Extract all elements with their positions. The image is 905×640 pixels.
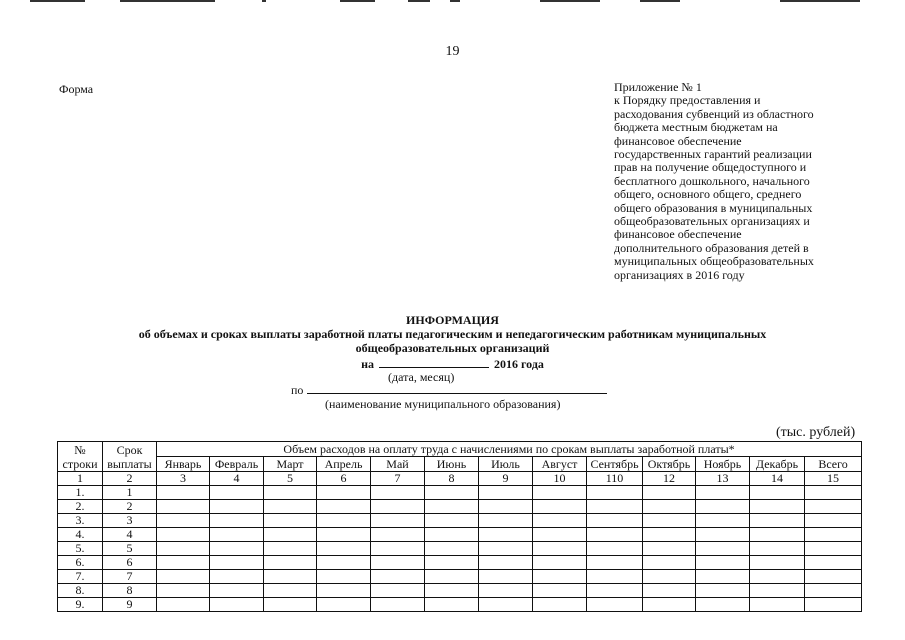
payment-term-cell: 6 bbox=[103, 556, 157, 570]
table-row bbox=[58, 542, 862, 556]
units-label: (тыс. рублей) bbox=[776, 425, 856, 440]
table-row bbox=[58, 528, 862, 542]
amount-input-cell[interactable] bbox=[805, 514, 862, 528]
row-number-cell: 3. bbox=[58, 514, 103, 528]
amount-input-cell[interactable] bbox=[317, 528, 371, 542]
table-row bbox=[58, 570, 862, 584]
row-number-cell: 4. bbox=[58, 528, 103, 542]
column-number: 5 bbox=[264, 472, 317, 486]
amount-input-cell[interactable] bbox=[157, 514, 210, 528]
amount-input-cell[interactable] bbox=[587, 556, 643, 570]
amount-input-cell[interactable] bbox=[696, 556, 750, 570]
amount-input-cell[interactable] bbox=[479, 486, 533, 500]
amount-input-cell[interactable] bbox=[479, 598, 533, 612]
row-number-cell: 1. bbox=[58, 486, 103, 500]
amount-input-cell[interactable] bbox=[264, 500, 317, 514]
amount-input-cell[interactable] bbox=[587, 514, 643, 528]
payment-term-cell: 2 bbox=[103, 500, 157, 514]
amount-input-cell[interactable] bbox=[479, 542, 533, 556]
column-number: 4 bbox=[210, 472, 264, 486]
date-suffix: 2016 года bbox=[494, 357, 544, 371]
amount-input-cell[interactable] bbox=[157, 556, 210, 570]
appendix-line: бюджета местным бюджетам на bbox=[614, 120, 778, 135]
header-month: Декабрь bbox=[750, 457, 805, 472]
amount-input-cell[interactable] bbox=[533, 528, 587, 542]
amount-input-cell[interactable] bbox=[157, 584, 210, 598]
amount-input-cell[interactable] bbox=[587, 528, 643, 542]
amount-input-cell[interactable] bbox=[425, 598, 479, 612]
amount-input-cell[interactable] bbox=[371, 570, 425, 584]
payroll-table bbox=[57, 441, 862, 612]
appendix-line: финансовое обеспечение bbox=[614, 227, 742, 242]
amount-input-cell[interactable] bbox=[696, 514, 750, 528]
amount-input-cell[interactable] bbox=[479, 584, 533, 598]
amount-input-cell[interactable] bbox=[317, 570, 371, 584]
column-number: 6 bbox=[317, 472, 371, 486]
appendix-line: бесплатного дошкольного, начального bbox=[614, 173, 810, 188]
amount-input-cell[interactable] bbox=[210, 500, 264, 514]
amount-input-cell[interactable] bbox=[210, 528, 264, 542]
table-row bbox=[58, 556, 862, 570]
municipality-line bbox=[291, 382, 607, 398]
amount-input-cell[interactable] bbox=[805, 500, 862, 514]
amount-input-cell[interactable] bbox=[533, 486, 587, 500]
appendix-line: прав на получение общедоступного и bbox=[614, 160, 807, 175]
amount-input-cell[interactable] bbox=[696, 598, 750, 612]
column-number: 9 bbox=[479, 472, 533, 486]
amount-input-cell[interactable] bbox=[479, 514, 533, 528]
amount-input-cell[interactable] bbox=[587, 598, 643, 612]
date-prefix: на bbox=[361, 357, 375, 371]
amount-input-cell[interactable] bbox=[157, 528, 210, 542]
appendix-line: общего, основного общего, среднего bbox=[614, 187, 802, 202]
header-month: Июнь bbox=[425, 457, 479, 472]
header-month: Октябрь bbox=[643, 457, 696, 472]
document-title bbox=[0, 313, 905, 355]
amount-input-cell[interactable] bbox=[317, 486, 371, 500]
payment-term-cell: 3 bbox=[103, 514, 157, 528]
amount-input-cell[interactable] bbox=[210, 514, 264, 528]
amount-input-cell[interactable] bbox=[425, 542, 479, 556]
row-number-cell: 5. bbox=[58, 542, 103, 556]
column-number: 1 bbox=[58, 472, 103, 486]
row-number-cell: 8. bbox=[58, 584, 103, 598]
amount-input-cell[interactable] bbox=[805, 486, 862, 500]
header-month: Май bbox=[371, 457, 425, 472]
column-number: 110 bbox=[587, 472, 643, 486]
amount-input-cell[interactable] bbox=[533, 556, 587, 570]
table-row bbox=[58, 500, 862, 514]
scan-top-edge bbox=[0, 0, 905, 3]
payment-term-cell: 1 bbox=[103, 486, 157, 500]
row-number-cell: 2. bbox=[58, 500, 103, 514]
column-number: 3 bbox=[157, 472, 210, 486]
header-month: Август bbox=[533, 457, 587, 472]
column-number: 10 bbox=[533, 472, 587, 486]
title-subtitle-line1: об объемах и сроках выплаты заработной платы педагогическим и непедагогическим работникам муниципальных bbox=[138, 327, 767, 341]
amount-input-cell[interactable] bbox=[479, 570, 533, 584]
po-label: по bbox=[291, 383, 304, 397]
amount-input-cell[interactable] bbox=[533, 598, 587, 612]
amount-input-cell[interactable] bbox=[425, 584, 479, 598]
amount-input-cell[interactable] bbox=[371, 542, 425, 556]
header-row-number: № строки bbox=[58, 442, 103, 472]
amount-input-cell[interactable] bbox=[371, 556, 425, 570]
amount-input-cell[interactable] bbox=[210, 486, 264, 500]
amount-input-cell[interactable] bbox=[317, 556, 371, 570]
appendix-line: общего образования в муниципальных bbox=[614, 200, 813, 215]
amount-input-cell[interactable] bbox=[750, 542, 805, 556]
amount-input-cell[interactable] bbox=[696, 500, 750, 514]
amount-input-cell[interactable] bbox=[317, 542, 371, 556]
header-month: Ноябрь bbox=[696, 457, 750, 472]
amount-input-cell[interactable] bbox=[587, 486, 643, 500]
column-number: 15 bbox=[805, 472, 862, 486]
amount-input-cell[interactable] bbox=[750, 500, 805, 514]
date-blank-field[interactable] bbox=[379, 356, 489, 368]
amount-input-cell[interactable] bbox=[643, 486, 696, 500]
amount-input-cell[interactable] bbox=[696, 486, 750, 500]
amount-input-cell[interactable] bbox=[587, 570, 643, 584]
appendix-line: к Порядку предоставления и bbox=[614, 93, 761, 108]
amount-input-cell[interactable] bbox=[264, 598, 317, 612]
amount-input-cell[interactable] bbox=[533, 570, 587, 584]
amount-input-cell[interactable] bbox=[157, 542, 210, 556]
payment-term-cell: 5 bbox=[103, 542, 157, 556]
amount-input-cell[interactable] bbox=[264, 486, 317, 500]
amount-input-cell[interactable] bbox=[643, 500, 696, 514]
amount-input-cell[interactable] bbox=[805, 570, 862, 584]
amount-input-cell[interactable] bbox=[157, 598, 210, 612]
amount-input-cell[interactable] bbox=[643, 570, 696, 584]
amount-input-cell[interactable] bbox=[317, 598, 371, 612]
amount-input-cell[interactable] bbox=[750, 556, 805, 570]
amount-input-cell[interactable] bbox=[210, 598, 264, 612]
amount-input-cell[interactable] bbox=[264, 528, 317, 542]
payment-term-cell: 9 bbox=[103, 598, 157, 612]
amount-input-cell[interactable] bbox=[210, 556, 264, 570]
amount-input-cell[interactable] bbox=[587, 542, 643, 556]
amount-input-cell[interactable] bbox=[157, 500, 210, 514]
header-expense-group: Объем расходов на оплату труда с начислениями по срокам выплаты заработной платы* bbox=[157, 442, 862, 457]
table-row bbox=[58, 514, 862, 528]
header-month: Июль bbox=[479, 457, 533, 472]
amount-input-cell[interactable] bbox=[805, 528, 862, 542]
row-number-cell: 9. bbox=[58, 598, 103, 612]
table-row bbox=[58, 584, 862, 598]
appendix-line: дополнительного образования детей в bbox=[614, 240, 809, 255]
row-number-cell: 6. bbox=[58, 556, 103, 570]
amount-input-cell[interactable] bbox=[750, 598, 805, 612]
amount-input-cell[interactable] bbox=[696, 528, 750, 542]
title-subtitle-line2: общеобразовательных организаций bbox=[355, 341, 550, 355]
amount-input-cell[interactable] bbox=[425, 514, 479, 528]
header-month: Март bbox=[264, 457, 317, 472]
header-month: Сентябрь bbox=[587, 457, 643, 472]
title-heading: ИНФОРМАЦИЯ bbox=[406, 313, 499, 327]
column-number: 13 bbox=[696, 472, 750, 486]
amount-input-cell[interactable] bbox=[425, 500, 479, 514]
amount-input-cell[interactable] bbox=[264, 584, 317, 598]
amount-input-cell[interactable] bbox=[643, 584, 696, 598]
amount-input-cell[interactable] bbox=[425, 556, 479, 570]
amount-input-cell[interactable] bbox=[643, 528, 696, 542]
amount-input-cell[interactable] bbox=[587, 500, 643, 514]
amount-input-cell[interactable] bbox=[425, 486, 479, 500]
amount-input-cell[interactable] bbox=[371, 598, 425, 612]
amount-input-cell[interactable] bbox=[805, 584, 862, 598]
amount-input-cell[interactable] bbox=[643, 598, 696, 612]
page-number: 19 bbox=[445, 44, 460, 59]
payment-term-cell: 4 bbox=[103, 528, 157, 542]
column-number: 14 bbox=[750, 472, 805, 486]
amount-input-cell[interactable] bbox=[264, 514, 317, 528]
amount-input-cell[interactable] bbox=[587, 584, 643, 598]
column-number-row bbox=[58, 472, 862, 486]
header-month: Январь bbox=[157, 457, 210, 472]
header-total: Всего bbox=[805, 457, 862, 472]
amount-input-cell[interactable] bbox=[643, 556, 696, 570]
municipality-blank-field[interactable] bbox=[307, 382, 607, 394]
column-number: 8 bbox=[425, 472, 479, 486]
appendix-line: общеобразовательных организациях и bbox=[614, 214, 810, 229]
amount-input-cell[interactable] bbox=[371, 500, 425, 514]
date-caption: (дата, месяц) bbox=[388, 370, 455, 384]
header-payment-term: Срок выплаты bbox=[103, 442, 157, 472]
amount-input-cell[interactable] bbox=[696, 542, 750, 556]
header-month: Апрель bbox=[317, 457, 371, 472]
amount-input-cell[interactable] bbox=[750, 486, 805, 500]
payment-term-cell: 8 bbox=[103, 584, 157, 598]
amount-input-cell[interactable] bbox=[157, 570, 210, 584]
amount-input-cell[interactable] bbox=[371, 514, 425, 528]
amount-input-cell[interactable] bbox=[805, 556, 862, 570]
amount-input-cell[interactable] bbox=[479, 500, 533, 514]
appendix-line: расходования субвенций из областного bbox=[614, 106, 814, 121]
amount-input-cell[interactable] bbox=[696, 570, 750, 584]
amount-input-cell[interactable] bbox=[479, 528, 533, 542]
amount-input-cell[interactable] bbox=[210, 584, 264, 598]
row-number-cell: 7. bbox=[58, 570, 103, 584]
amount-input-cell[interactable] bbox=[750, 570, 805, 584]
amount-input-cell[interactable] bbox=[210, 542, 264, 556]
amount-input-cell[interactable] bbox=[750, 584, 805, 598]
column-number: 12 bbox=[643, 472, 696, 486]
amount-input-cell[interactable] bbox=[425, 570, 479, 584]
amount-input-cell[interactable] bbox=[750, 528, 805, 542]
appendix-line: муниципальных общеобразовательных bbox=[614, 254, 814, 269]
amount-input-cell[interactable] bbox=[157, 486, 210, 500]
amount-input-cell[interactable] bbox=[805, 542, 862, 556]
amount-input-cell[interactable] bbox=[317, 584, 371, 598]
amount-input-cell[interactable] bbox=[210, 570, 264, 584]
appendix-line: Приложение № 1 bbox=[614, 80, 702, 94]
amount-input-cell[interactable] bbox=[750, 514, 805, 528]
amount-input-cell[interactable] bbox=[317, 514, 371, 528]
amount-input-cell[interactable] bbox=[533, 514, 587, 528]
column-number: 7 bbox=[371, 472, 425, 486]
column-number: 2 bbox=[103, 472, 157, 486]
appendix-line: финансовое обеспечение bbox=[614, 133, 742, 148]
amount-input-cell[interactable] bbox=[264, 556, 317, 570]
amount-input-cell[interactable] bbox=[371, 584, 425, 598]
amount-input-cell[interactable] bbox=[425, 528, 479, 542]
amount-input-cell[interactable] bbox=[371, 486, 425, 500]
amount-input-cell[interactable] bbox=[264, 542, 317, 556]
amount-input-cell[interactable] bbox=[643, 514, 696, 528]
amount-input-cell[interactable] bbox=[533, 500, 587, 514]
table-row bbox=[58, 486, 862, 500]
payment-term-cell: 7 bbox=[103, 570, 157, 584]
appendix-line: государственных гарантий реализации bbox=[614, 147, 812, 162]
header-month: Февраль bbox=[210, 457, 264, 472]
amount-input-cell[interactable] bbox=[805, 598, 862, 612]
table-row bbox=[58, 598, 862, 612]
amount-input-cell[interactable] bbox=[264, 570, 317, 584]
amount-input-cell[interactable] bbox=[317, 500, 371, 514]
amount-input-cell[interactable] bbox=[371, 528, 425, 542]
municipality-caption: (наименование муниципального образования) bbox=[325, 397, 561, 411]
amount-input-cell[interactable] bbox=[479, 556, 533, 570]
amount-input-cell[interactable] bbox=[533, 542, 587, 556]
appendix-block bbox=[614, 81, 849, 282]
form-label: Форма bbox=[59, 82, 94, 96]
appendix-line: организациях в 2016 году bbox=[614, 267, 745, 282]
amount-input-cell[interactable] bbox=[533, 584, 587, 598]
amount-input-cell[interactable] bbox=[643, 542, 696, 556]
amount-input-cell[interactable] bbox=[696, 584, 750, 598]
